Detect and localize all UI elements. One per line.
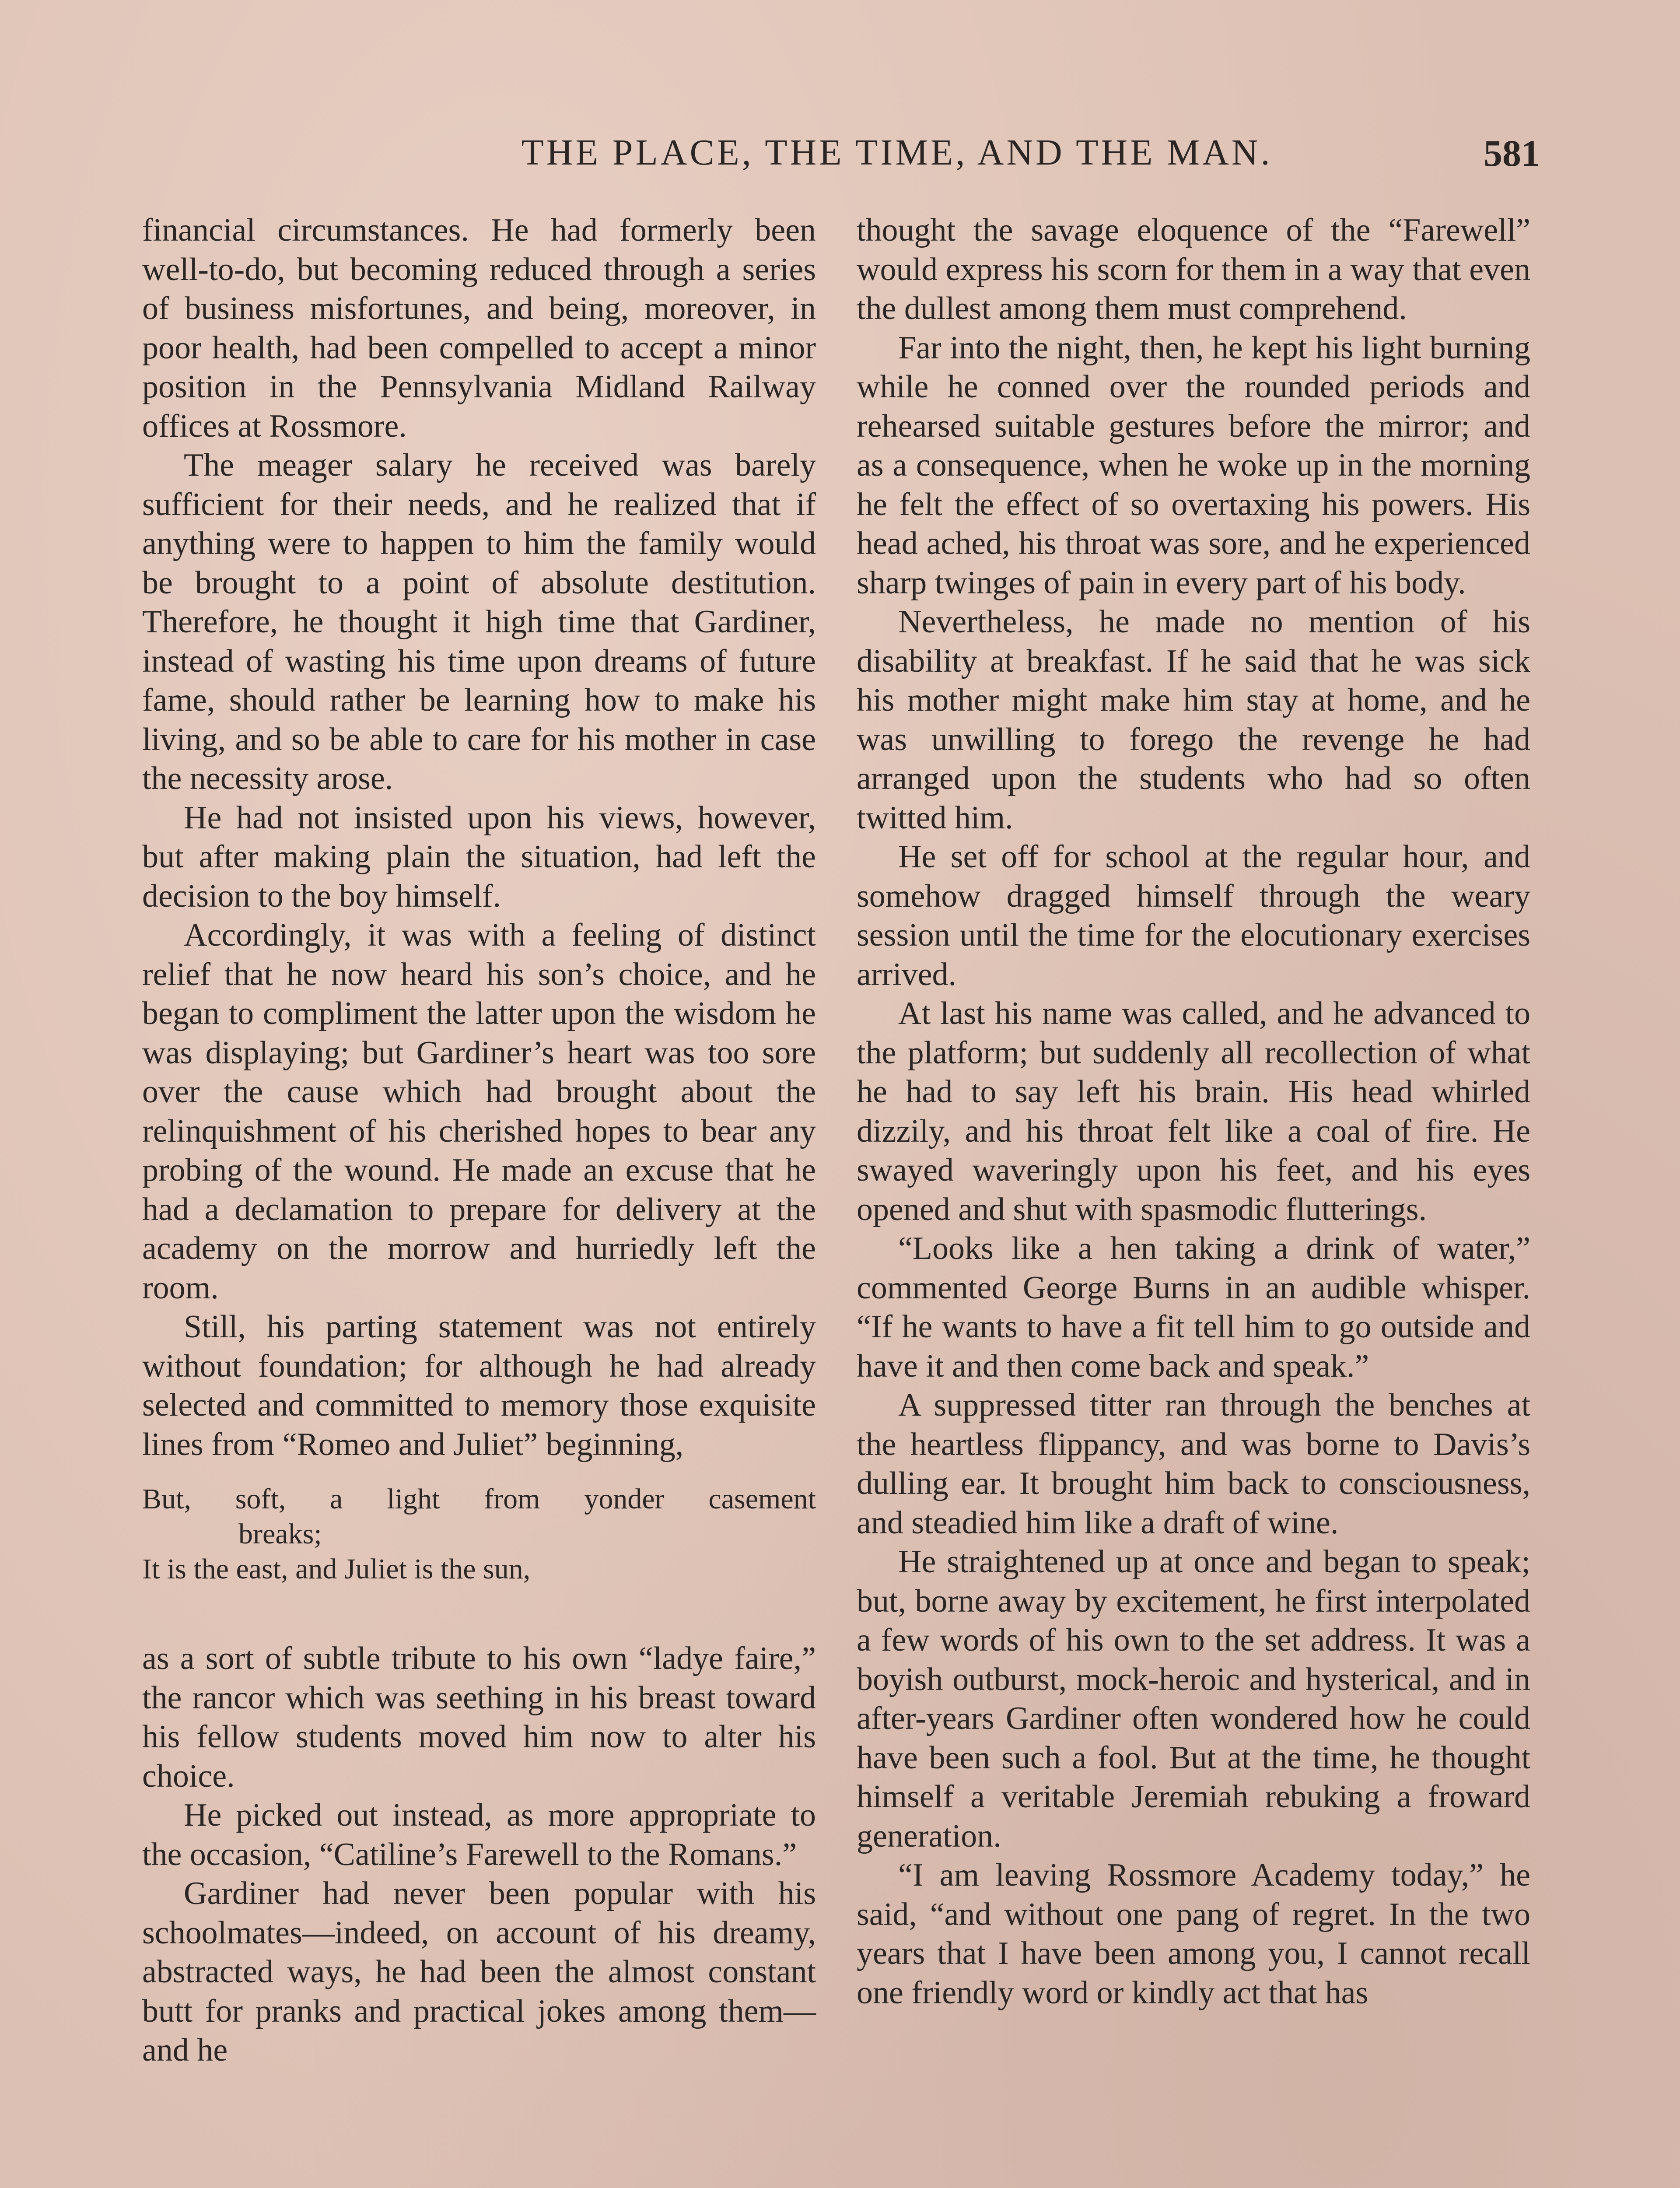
- verse-quotation: [142, 1482, 816, 1587]
- paragraph: A suppressed titter ran through the benches at the heartless flippancy, and was borne to Davis’s dulling ear. It brought him back to consciousness, and steadied him like a draft of wine.: [857, 1387, 1530, 1541]
- paragraph: financial circumstances. He had formerly been well-to-do, but becoming reduced through a series of business misfortunes, and being, moreover, in poor health, had been compelled to accept a minor position in the Pennsylvania Midland Railway offices at Rossmore.: [142, 212, 816, 444]
- paragraph: He straightened up at once and began to speak; but, borne away by excitement, he first interpolated a few words of his own to the set address. It was a boyish outburst, mock-heroic and hysterical, and in after-years Gardiner often wondered how he could have been such a fool. But at the time, he thought himself a veritable Jeremiah rebuking a froward generation.: [857, 1544, 1530, 1854]
- paragraph: thought the savage eloquence of the “Farewell” would express his scorn for them in a way that even the dullest among them must comprehend.: [857, 212, 1530, 326]
- verse-line: breaks;: [238, 1518, 322, 1550]
- paragraph: Gardiner had never been popular with his schoolmates—indeed, on account of his dreamy, abstracted ways, he had been the almost constant butt for pranks and practical jokes among them—and he: [142, 1876, 816, 2068]
- verse-line: But, soft, a light from yonder casement: [142, 1483, 816, 1515]
- paragraph: “I am leaving Rossmore Academy today,” he said, “and without one pang of regret. In the two years that I have been among you, I cannot recall one friendly word or kindly act that has: [857, 1857, 1530, 2011]
- paragraph: He picked out instead, as more appropriate to the occasion, “Catiline’s Farewell to the Romans.”: [142, 1797, 816, 1872]
- paragraph: He set off for school at the regular hour, and somehow dragged himself through the weary session until the time for the elocutionary exercises arrived.: [857, 839, 1530, 992]
- paragraph: He had not insisted upon his views, however, but after making plain the situation, had left the decision to the boy himself.: [142, 799, 816, 914]
- paragraph: as a sort of subtle tribute to his own “ladye faire,” the rancor which was seething in his breast toward his fellow students moved him now to alter his choice.: [142, 1641, 816, 1794]
- running-header: [140, 131, 1540, 184]
- paragraph: Accordingly, it was with a feeling of distinct relief that he now heard his son’s choice, and he began to compliment the latter upon the wisdom he was displaying; but Gardiner’s heart was too sore over the cause which had brought about the relinquishment of his cherished hopes to bear any probing of the wound. He made an excuse that he had a declamation to prepare for delivery at the academy on the morrow and hurriedly left the room.: [142, 917, 816, 1306]
- paragraph: Far into the night, then, he kept his light burning while he conned over the rounded periods and rehearsed suitable gestures before the mirror; and as a consequence, when he woke up in the morning he felt the effect of so overtaxing his powers. His head ached, his throat was sore, and he experienced sharp twinges of pain in every part of his body.: [857, 330, 1530, 601]
- right-column: [857, 211, 1530, 2013]
- paragraph: The meager salary he received was barely sufficient for their needs, and he realized that if anything were to happen to him the family would be brought to a point of absolute destitution. Therefore, he thought it high time that Gardiner, instead of wasting his time upon dreams of future fame, should rather be learning how to make his living, and so be able to care for his mother in case the necessity arose.: [142, 447, 816, 796]
- left-column: [142, 211, 816, 2070]
- page-number: 581: [1484, 132, 1540, 174]
- paragraph: Still, his parting statement was not entirely without foundation; for although he had already selected and committed to memory those exquisite lines from “Romeo and Juliet” beginning,: [142, 1309, 816, 1462]
- running-title: THE PLACE, THE TIME, AND THE MAN.: [521, 132, 1273, 173]
- paragraph: At last his name was called, and he advanced to the platform; but suddenly all recollection of what he had to say left his brain. His head whirled dizzily, and his throat felt like a coal of fire. He swayed waveringly upon his feet, and his eyes opened and shut with spasmodic flutterings.: [857, 996, 1530, 1227]
- paragraph: Nevertheless, he made no mention of his disability at breakfast. If he said that he was sick his mother might make him stay at home, and he was unwilling to forego the revenge he had arranged upon the students who had so often twitted him.: [857, 604, 1530, 836]
- paragraph: “Looks like a hen taking a drink of water,” commented George Burns in an audible whisper. “If he wants to have a fit tell him to go outside and have it and then come back and speak.”: [857, 1231, 1530, 1384]
- verse-line: It is the east, and Juliet is the sun,: [142, 1553, 531, 1585]
